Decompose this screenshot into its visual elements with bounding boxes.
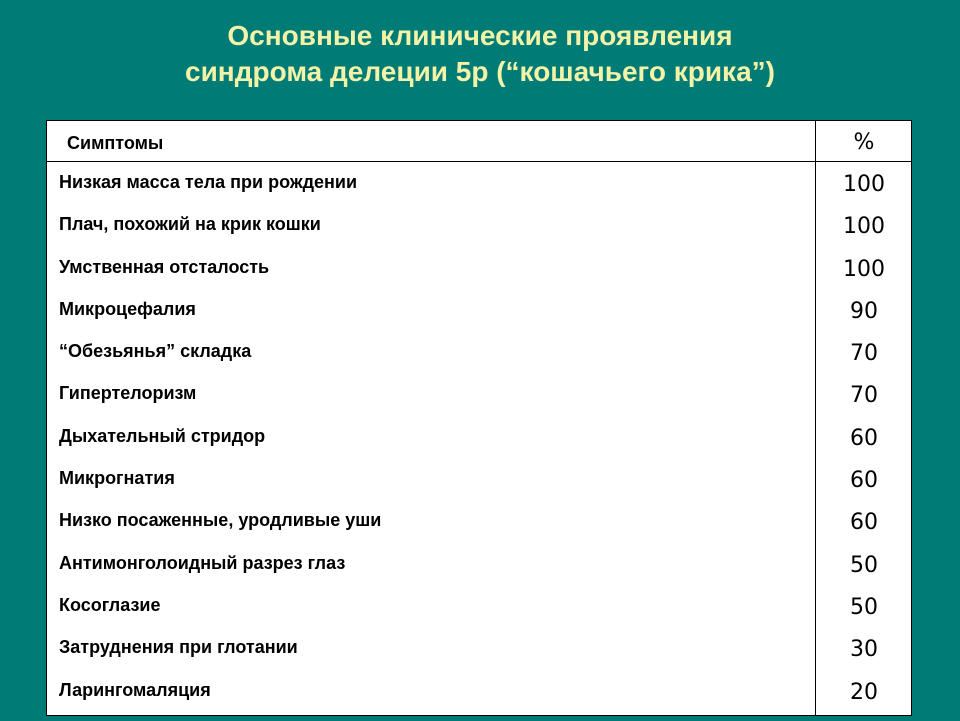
symptom-cell: Плач, похожий на крик кошки bbox=[59, 214, 321, 235]
slide-title bbox=[0, 18, 960, 90]
symptom-cell: Микроцефалия bbox=[59, 298, 196, 319]
percent-cell: 60 bbox=[850, 510, 878, 536]
symptom-cell: Косоглазие bbox=[59, 594, 161, 615]
percent-cell: 60 bbox=[850, 425, 878, 451]
header-percent: % bbox=[853, 130, 875, 155]
header-divider bbox=[47, 161, 911, 162]
symptom-cell: “Обезьянья” складка bbox=[59, 341, 252, 362]
percent-cell: 50 bbox=[850, 552, 878, 578]
percent-cell: 100 bbox=[843, 172, 885, 197]
symptom-cell: Микрогнатия bbox=[59, 468, 175, 489]
percent-cell: 70 bbox=[850, 341, 878, 367]
symptom-cell: Ларингомаляция bbox=[59, 679, 211, 700]
symptom-cell: Дыхательный стридор bbox=[59, 425, 266, 446]
symptom-cell: Низкая масса тела при рождении bbox=[59, 172, 358, 192]
percent-cell: 100 bbox=[843, 214, 885, 240]
percent-cell: 20 bbox=[850, 679, 878, 705]
percent-cell: 100 bbox=[843, 256, 885, 282]
percent-cell: 60 bbox=[850, 468, 878, 494]
symptoms-table bbox=[46, 120, 912, 716]
slide-title-line-2: синдрома делеции 5р (“кошачьего крика”) bbox=[185, 56, 775, 87]
header-symptoms: Симптомы bbox=[67, 133, 164, 153]
symptom-list bbox=[59, 171, 381, 721]
slide-title-line-1: Основные клинические проявления bbox=[227, 20, 733, 51]
symptom-cell: Антимонголоидный разрез глаз bbox=[59, 552, 346, 573]
percent-cell: 30 bbox=[850, 637, 878, 663]
symptom-cell: Умственная отсталость bbox=[59, 256, 270, 277]
percent-cell: 70 bbox=[850, 383, 878, 409]
symptom-cell: Низко посаженные, уродливые уши bbox=[59, 510, 382, 531]
symptom-cell: Гипертелоризм bbox=[59, 383, 197, 404]
percent-list bbox=[816, 171, 912, 721]
percent-cell: 50 bbox=[850, 594, 878, 620]
symptom-cell: Затруднения при глотании bbox=[59, 637, 298, 658]
percent-cell: 90 bbox=[850, 298, 878, 324]
